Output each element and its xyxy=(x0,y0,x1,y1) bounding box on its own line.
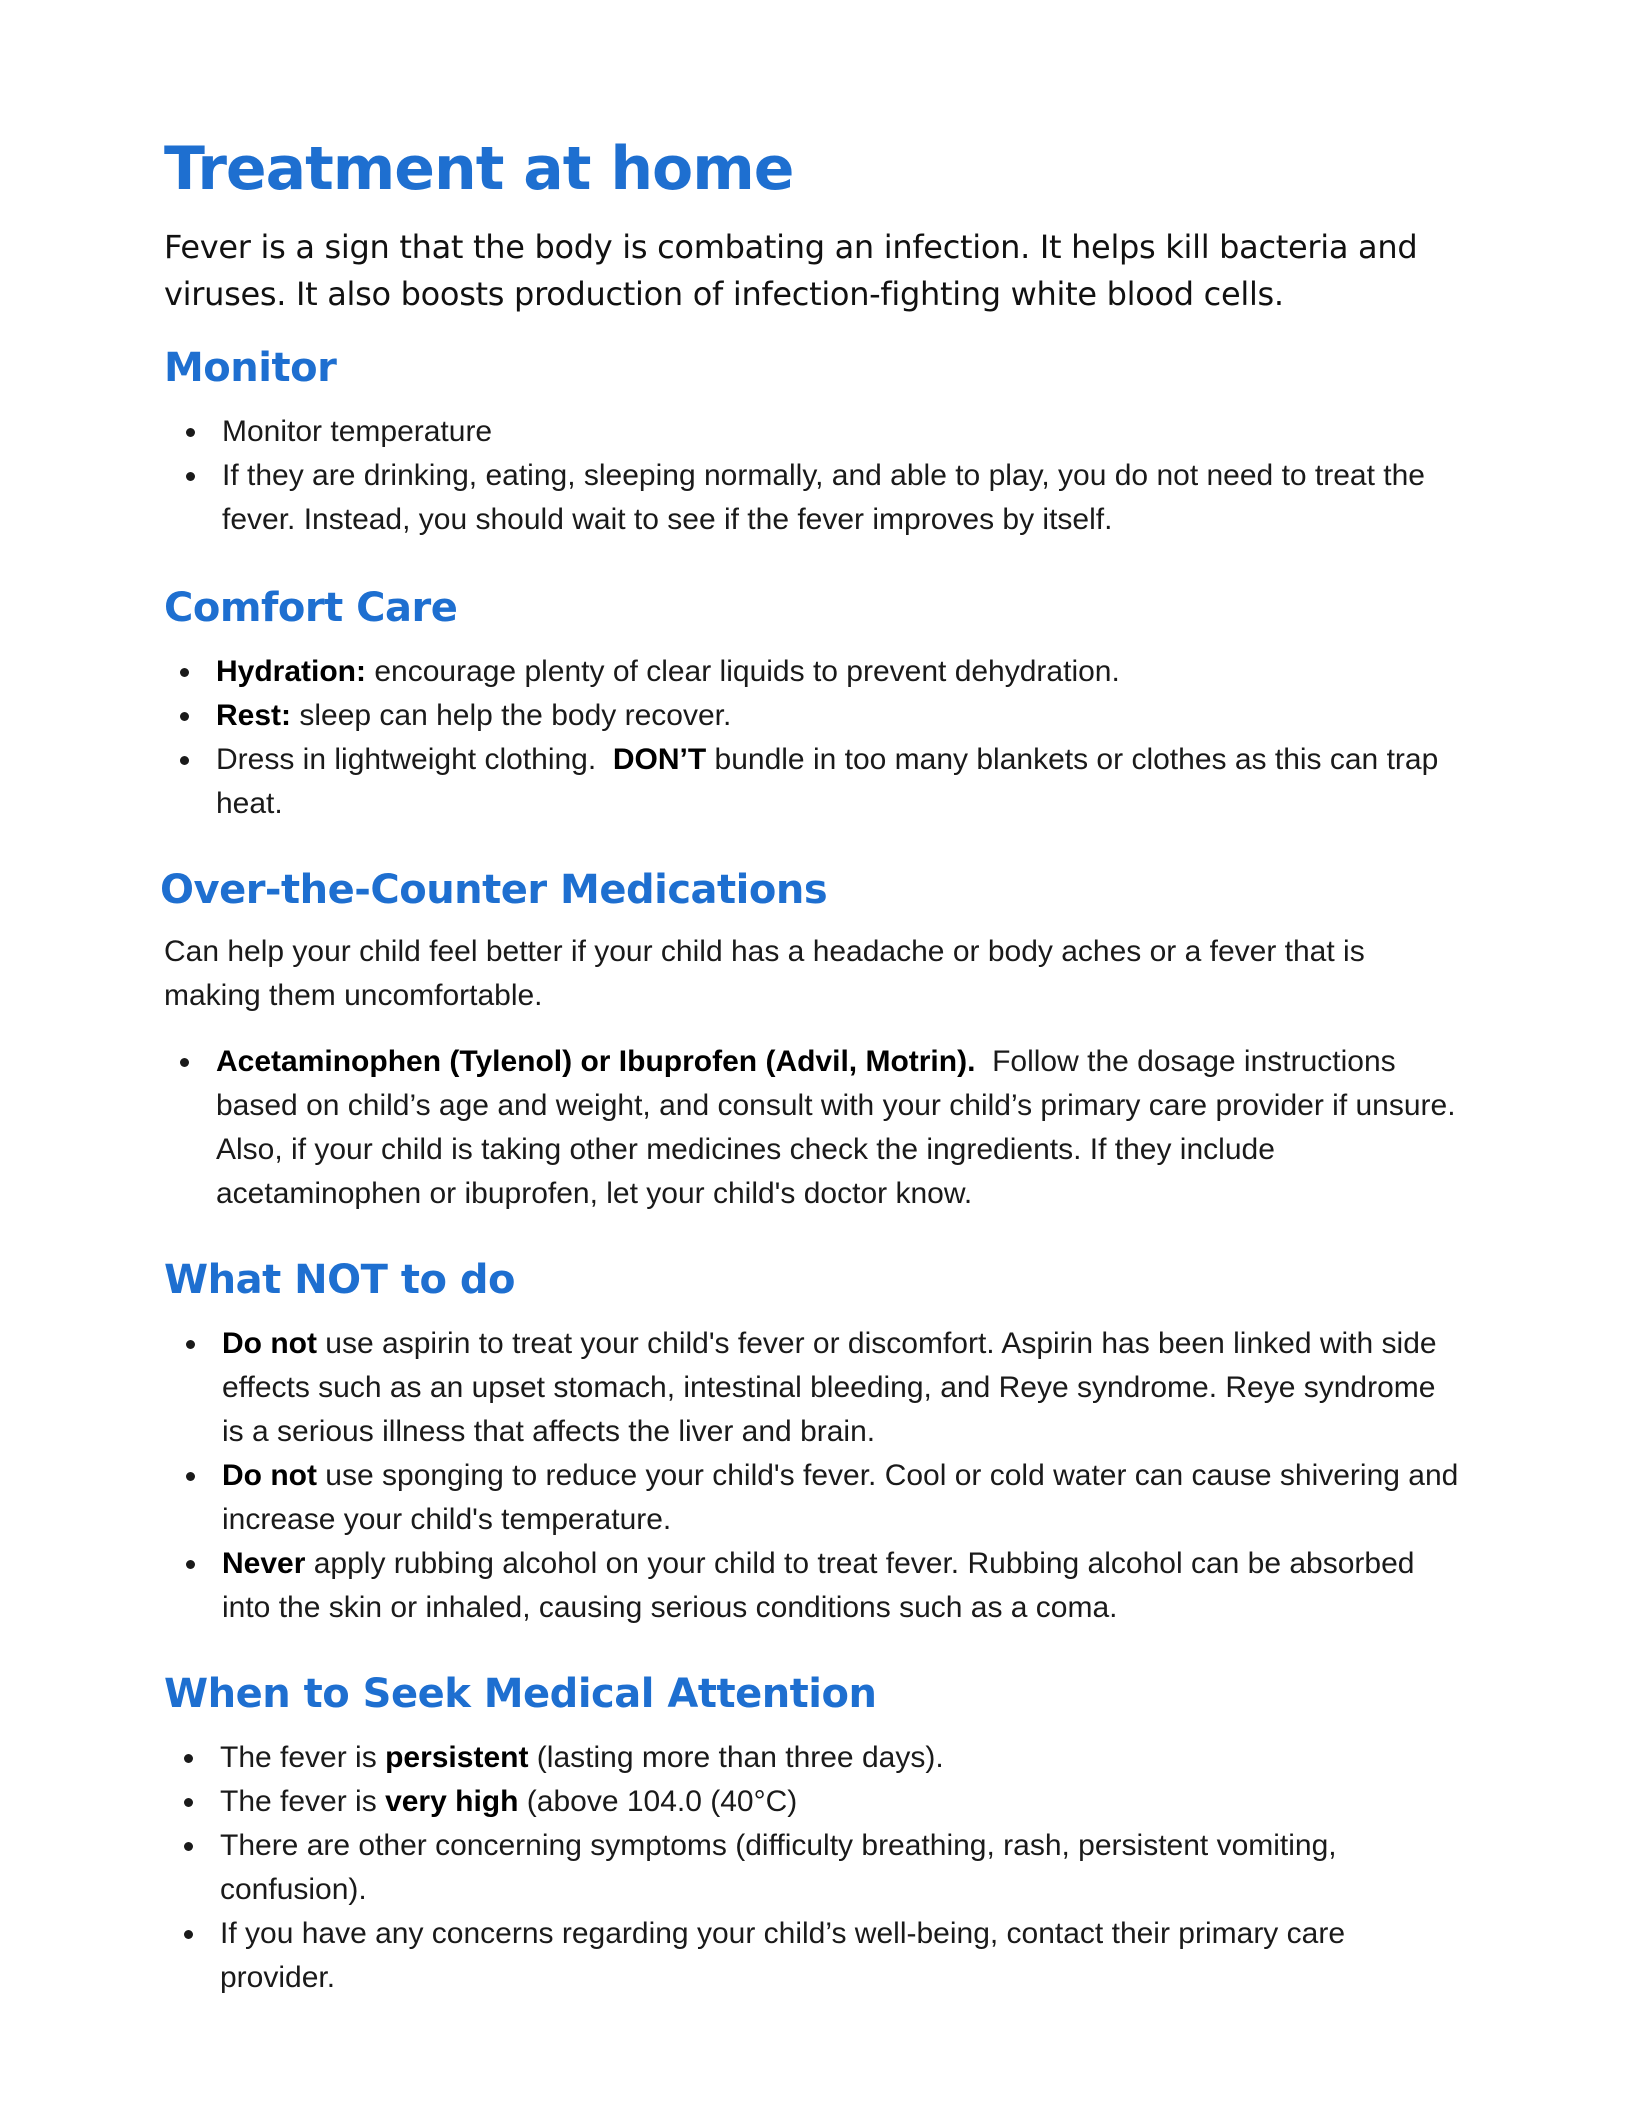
list-item-text: use sponging to reduce your child's fever. Cool or cold water can cause shivering and increase your child's temperature. xyxy=(222,1459,1459,1536)
section-monitor xyxy=(164,340,1464,542)
intro-paragraph: Fever is a sign that the body is combating an infection. It helps kill bacteria and viruses. It also boosts production of infection-fighting white blood cells. xyxy=(164,228,1418,313)
list-item-text: apply rubbing alcohol on your child to treat fever. Rubbing alcohol can be absorbed into the skin or inhaled, causing serious conditions such as a coma. xyxy=(222,1547,1415,1624)
list-item xyxy=(220,1824,1464,1912)
list-item xyxy=(222,1454,1464,1542)
section-heading-otc-medications: Over-the-Counter Medications xyxy=(160,867,828,913)
otc-list xyxy=(160,1040,1471,1216)
bold-label: Rest: xyxy=(216,699,292,732)
section-heading-seek-medical-attention: When to Seek Medical Attention xyxy=(164,1671,877,1717)
list-item-text: Follow the dosage instructions based on child’s age and weight, and consult with your child’s primary care provider if unsure. Also, if your child is taking other medicines check the ingredients. If they include acetaminophen or ibuprofen, let your child's doctor know. xyxy=(216,1045,1471,1210)
list-item xyxy=(216,1040,1471,1216)
bold-label: very high xyxy=(385,1785,519,1818)
page-title: Treatment at home xyxy=(164,134,794,204)
list-item xyxy=(222,1542,1464,1630)
section-heading-what-not-to-do: What NOT to do xyxy=(164,1257,515,1303)
list-item-text: The fever is xyxy=(220,1785,386,1818)
bold-label: Never xyxy=(222,1547,306,1580)
list-item xyxy=(216,738,1464,826)
list-item xyxy=(222,1322,1464,1454)
not-to-do-list xyxy=(164,1322,1464,1630)
otc-intro: Can help your child feel better if your child has a headache or body aches or a fever that is making them uncomfortable. xyxy=(164,935,1365,1012)
list-item-text: Dress in lightweight clothing. xyxy=(216,743,613,776)
list-item-text: If you have any concerns regarding your child’s well-being, contact their primary care provider. xyxy=(220,1917,1345,1994)
bold-label: persistent xyxy=(385,1741,529,1774)
comfort-list xyxy=(164,650,1464,826)
list-item xyxy=(216,650,1464,694)
section-heading-monitor: Monitor xyxy=(164,345,337,391)
section-comfort-care xyxy=(164,580,1464,826)
section-heading-comfort-care: Comfort Care xyxy=(164,585,458,631)
seek-list xyxy=(164,1736,1464,2000)
list-item: If they are drinking, eating, sleeping normally, and able to play, you do not need to treat the fever. Instead, you should wait to see if the fever improves by itself. xyxy=(222,454,1464,542)
list-item xyxy=(216,694,1464,738)
monitor-list xyxy=(164,410,1464,542)
bold-label: Hydration: xyxy=(216,655,366,688)
list-item xyxy=(220,1912,1464,2000)
list-item-text: There are other concerning symptoms (difficulty breathing, rash, persistent vomiting, confusion). xyxy=(220,1829,1337,1906)
bold-label: DON’T xyxy=(612,743,707,776)
list-item-text: The fever is xyxy=(220,1741,386,1774)
bold-label: Acetaminophen (Tylenol) or Ibuprofen (Advil, Motrin). xyxy=(216,1045,976,1078)
list-item-text: encourage plenty of clear liquids to prevent dehydration. xyxy=(366,655,1120,688)
list-item xyxy=(220,1780,1464,1824)
list-item xyxy=(220,1736,1464,1780)
section-seek-medical-attention xyxy=(164,1666,1464,2000)
bold-label: Do not xyxy=(222,1327,317,1360)
section-otc-medications xyxy=(160,862,1471,1216)
document-page xyxy=(160,128,1471,2000)
list-item-text: use aspirin to treat your child's fever or discomfort. Aspirin has been linked with side effects such as an upset stomach, intestinal bleeding, and Reye syndrome. Reye syndrome is a serious illness that affects the liver and brain. xyxy=(222,1327,1437,1448)
bold-label: Do not xyxy=(222,1459,317,1492)
list-item-text: sleep can help the body recover. xyxy=(291,699,732,732)
list-item: Monitor temperature xyxy=(222,410,1464,454)
section-what-not-to-do xyxy=(164,1252,1464,1630)
list-item-text: bundle in too many blankets or clothes as this can trap heat. xyxy=(216,743,1439,820)
list-item-text: (above 104.0 (40°C) xyxy=(518,1785,798,1818)
list-item-text: (lasting more than three days). xyxy=(528,1741,944,1774)
